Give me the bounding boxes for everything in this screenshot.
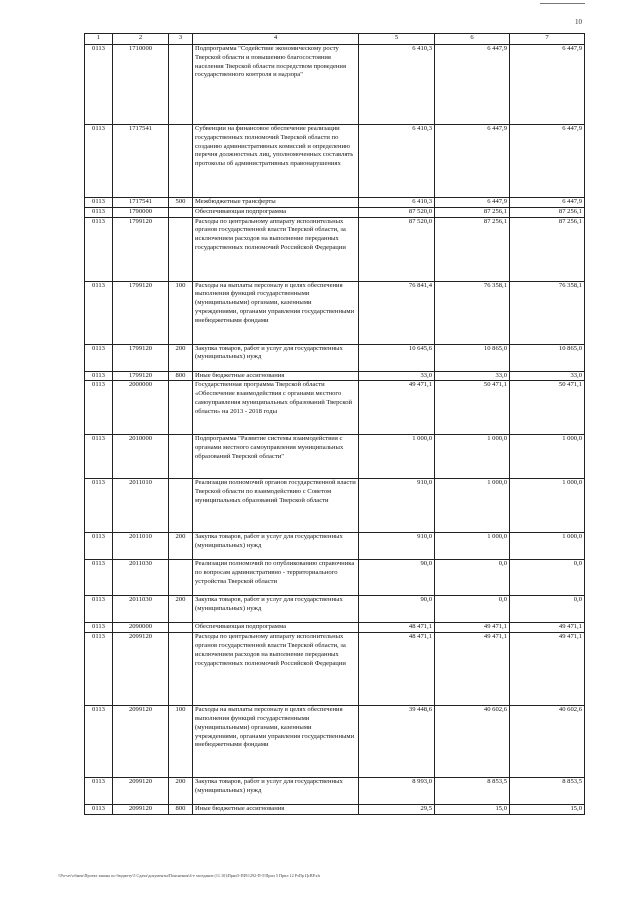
description-cell: Подпрограмма "Содействие экономическому росту Тверской области и повышению благосостояния населения Тверской области посредством проведения государственного контроля и надзора"	[193, 45, 359, 125]
amount-col7-cell: 49 471,1	[510, 623, 585, 633]
target-article-cell: 1799120	[113, 371, 169, 381]
amount-col5-cell: 87 520,0	[359, 217, 435, 281]
section-code-cell: 0113	[85, 623, 113, 633]
amount-col6-cell: 40 602,6	[435, 706, 510, 778]
expense-type-cell	[169, 623, 193, 633]
description-cell: Реализация полномочий органов государственной власти Тверской области по взаимодействию с Советом муниципальных образований Тверской области	[193, 479, 359, 533]
amount-col6-cell: 1 000,0	[435, 479, 510, 533]
expense-type-cell: 800	[169, 371, 193, 381]
amount-col5-cell: 39 448,6	[359, 706, 435, 778]
amount-col5-cell: 33,0	[359, 371, 435, 381]
expense-type-cell	[169, 479, 193, 533]
section-code-cell: 0113	[85, 805, 113, 815]
target-article-cell: 2090000	[113, 623, 169, 633]
target-article-cell: 1717541	[113, 125, 169, 198]
expense-type-cell	[169, 381, 193, 435]
amount-col5-cell: 29,5	[359, 805, 435, 815]
description-cell: Обеспечивающая подпрограмма	[193, 623, 359, 633]
target-article-cell: 2000000	[113, 381, 169, 435]
expense-type-cell: 200	[169, 533, 193, 560]
amount-col7-cell: 1 000,0	[510, 479, 585, 533]
amount-col7-cell: 10 865,0	[510, 344, 585, 371]
amount-col7-cell: 6 447,9	[510, 45, 585, 125]
description-cell: Закупка товаров, работ и услуг для государственных (муниципальных) нужд	[193, 533, 359, 560]
description-cell: Расходы на выплаты персоналу в целях обеспечения выполнения функций государственными (муниципальными) органами, казенными учреждениями, органами управления государственными внебюджетными фондами	[193, 706, 359, 778]
section-code-cell: 0113	[85, 596, 113, 623]
table-row	[85, 623, 585, 633]
section-code-cell: 0113	[85, 207, 113, 217]
amount-col5-cell: 1 000,0	[359, 435, 435, 479]
target-article-cell: 2010000	[113, 435, 169, 479]
expense-type-cell: 100	[169, 281, 193, 344]
amount-col7-cell: 76 358,1	[510, 281, 585, 344]
amount-col7-cell: 6 447,9	[510, 125, 585, 198]
section-code-cell: 0113	[85, 533, 113, 560]
section-code-cell: 0113	[85, 125, 113, 198]
table-row	[85, 633, 585, 706]
amount-col5-cell: 76 841,4	[359, 281, 435, 344]
amount-col7-cell: 8 853,5	[510, 778, 585, 805]
amount-col7-cell: 49 471,1	[510, 633, 585, 706]
file-path-footer: \\Pu-srv\обмен\Проект закона по бюджету\5 Сдача\документы\Пояснения\4-е заседание (11.10)\Прил5-ПИ\1292-П-5\Прил 5 Прил 12 РзПр ЦсВР.xls	[58, 873, 321, 878]
amount-col5-cell: 90,0	[359, 596, 435, 623]
expense-type-cell	[169, 560, 193, 596]
amount-col5-cell: 48 471,1	[359, 633, 435, 706]
expense-type-cell: 800	[169, 805, 193, 815]
section-code-cell: 0113	[85, 281, 113, 344]
amount-col7-cell: 87 256,1	[510, 207, 585, 217]
amount-col6-cell: 0,0	[435, 560, 510, 596]
expense-type-cell: 200	[169, 344, 193, 371]
target-article-cell: 2011010	[113, 533, 169, 560]
amount-col6-cell: 50 471,1	[435, 381, 510, 435]
amount-col7-cell: 15,0	[510, 805, 585, 815]
amount-col7-cell: 0,0	[510, 596, 585, 623]
expense-type-cell	[169, 633, 193, 706]
amount-col7-cell: 6 447,9	[510, 198, 585, 208]
expense-type-cell	[169, 45, 193, 125]
expense-type-cell: 200	[169, 596, 193, 623]
amount-col7-cell: 33,0	[510, 371, 585, 381]
amount-col5-cell: 48 471,1	[359, 623, 435, 633]
amount-col6-cell: 15,0	[435, 805, 510, 815]
amount-col5-cell: 49 471,1	[359, 381, 435, 435]
amount-col5-cell: 6 410,3	[359, 198, 435, 208]
description-cell: Межбюджетные трансферты	[193, 198, 359, 208]
expense-type-cell: 200	[169, 778, 193, 805]
header-col-4: 4	[193, 34, 359, 45]
expense-type-cell: 100	[169, 706, 193, 778]
description-cell: Расходы на выплаты персоналу в целях обеспечения выполнения функций государственными (муниципальными) органами, казенными учреждениями, органами управления государственными внебюджетными фондами	[193, 281, 359, 344]
expense-type-cell	[169, 125, 193, 198]
budget-table	[84, 33, 585, 815]
target-article-cell: 2011030	[113, 560, 169, 596]
amount-col5-cell: 6 410,3	[359, 125, 435, 198]
page-number: 10	[575, 18, 582, 26]
table-row	[85, 805, 585, 815]
header-col-7: 7	[510, 34, 585, 45]
header-col-6: 6	[435, 34, 510, 45]
table-row	[85, 533, 585, 560]
section-code-cell: 0113	[85, 344, 113, 371]
header-rule	[540, 3, 585, 4]
table-row	[85, 344, 585, 371]
amount-col5-cell: 87 520,0	[359, 207, 435, 217]
section-code-cell: 0113	[85, 381, 113, 435]
table-row	[85, 560, 585, 596]
header-col-3: 3	[169, 34, 193, 45]
table-row	[85, 479, 585, 533]
amount-col6-cell: 1 000,0	[435, 533, 510, 560]
description-cell: Закупка товаров, работ и услуг для государственных (муниципальных) нужд	[193, 596, 359, 623]
amount-col7-cell: 50 471,1	[510, 381, 585, 435]
target-article-cell: 2099120	[113, 706, 169, 778]
amount-col7-cell: 40 602,6	[510, 706, 585, 778]
target-article-cell: 2011030	[113, 596, 169, 623]
description-cell: Обеспечивающая подпрограмма	[193, 207, 359, 217]
description-cell: Расходы по центральному аппарату исполнительных органов государственной власти Тверской области, за исключением расходов на выполнение переданных государственных полномочий Российской Федерации	[193, 633, 359, 706]
table-row	[85, 125, 585, 198]
expense-type-cell	[169, 435, 193, 479]
amount-col5-cell: 90,0	[359, 560, 435, 596]
amount-col6-cell: 76 358,1	[435, 281, 510, 344]
target-article-cell: 1799120	[113, 217, 169, 281]
target-article-cell: 1717541	[113, 198, 169, 208]
table-row	[85, 435, 585, 479]
table-header-row	[85, 34, 585, 45]
expense-type-cell	[169, 217, 193, 281]
amount-col6-cell: 87 256,1	[435, 217, 510, 281]
section-code-cell: 0113	[85, 371, 113, 381]
table-row	[85, 381, 585, 435]
target-article-cell: 2099120	[113, 805, 169, 815]
description-cell: Государственная программа Тверской области «Обеспечение взаимодействия с органами местного самоуправления муниципальных образований Тверской области» на 2013 - 2018 годы	[193, 381, 359, 435]
section-code-cell: 0113	[85, 778, 113, 805]
table-row	[85, 778, 585, 805]
section-code-cell: 0113	[85, 479, 113, 533]
amount-col7-cell: 1 000,0	[510, 533, 585, 560]
table-row	[85, 45, 585, 125]
target-article-cell: 1790000	[113, 207, 169, 217]
section-code-cell: 0113	[85, 198, 113, 208]
description-cell: Реализация полномочий по опубликованию справочника по вопросам административно - территориального устройства Тверской области	[193, 560, 359, 596]
section-code-cell: 0113	[85, 633, 113, 706]
amount-col5-cell: 8 993,0	[359, 778, 435, 805]
section-code-cell: 0113	[85, 45, 113, 125]
table-row	[85, 217, 585, 281]
table-row	[85, 706, 585, 778]
amount-col6-cell: 8 853,5	[435, 778, 510, 805]
section-code-cell: 0113	[85, 560, 113, 596]
amount-col7-cell: 0,0	[510, 560, 585, 596]
amount-col5-cell: 10 645,6	[359, 344, 435, 371]
header-col-1: 1	[85, 34, 113, 45]
section-code-cell: 0113	[85, 706, 113, 778]
header-col-2: 2	[113, 34, 169, 45]
target-article-cell: 2011010	[113, 479, 169, 533]
amount-col5-cell: 910,0	[359, 479, 435, 533]
amount-col6-cell: 10 865,0	[435, 344, 510, 371]
amount-col5-cell: 910,0	[359, 533, 435, 560]
description-cell: Закупка товаров, работ и услуг для государственных (муниципальных) нужд	[193, 344, 359, 371]
amount-col6-cell: 33,0	[435, 371, 510, 381]
section-code-cell: 0113	[85, 435, 113, 479]
amount-col6-cell: 1 000,0	[435, 435, 510, 479]
table-row	[85, 596, 585, 623]
description-cell: Иные бюджетные ассигнования	[193, 805, 359, 815]
amount-col5-cell: 6 410,3	[359, 45, 435, 125]
header-col-5: 5	[359, 34, 435, 45]
amount-col6-cell: 6 447,9	[435, 125, 510, 198]
amount-col6-cell: 87 256,1	[435, 207, 510, 217]
description-cell: Субвенции на финансовое обеспечение реализации государственных полномочий Тверской области по созданию административных комиссий и определению перечня должностных лиц, уполномоченных составлять протоколы об административных правонарушениях	[193, 125, 359, 198]
amount-col6-cell: 49 471,1	[435, 623, 510, 633]
expense-type-cell	[169, 207, 193, 217]
amount-col6-cell: 0,0	[435, 596, 510, 623]
description-cell: Закупка товаров, работ и услуг для государственных (муниципальных) нужд	[193, 778, 359, 805]
target-article-cell: 1799120	[113, 281, 169, 344]
description-cell: Иные бюджетные ассигнования	[193, 371, 359, 381]
target-article-cell: 1710000	[113, 45, 169, 125]
target-article-cell: 2099120	[113, 633, 169, 706]
table-row	[85, 371, 585, 381]
amount-col6-cell: 6 447,9	[435, 198, 510, 208]
table-row	[85, 207, 585, 217]
amount-col6-cell: 6 447,9	[435, 45, 510, 125]
table-row	[85, 198, 585, 208]
description-cell: Расходы по центральному аппарату исполнительных органов государственной власти Тверской области, за исключением расходов на выполнение переданных государственных полномочий Российской Федерации	[193, 217, 359, 281]
target-article-cell: 1799120	[113, 344, 169, 371]
expense-type-cell: 500	[169, 198, 193, 208]
section-code-cell: 0113	[85, 217, 113, 281]
target-article-cell: 2099120	[113, 778, 169, 805]
description-cell: Подпрограмма "Развитие системы взаимодействия с органами местного самоуправления муниципальных образований Тверской области"	[193, 435, 359, 479]
amount-col6-cell: 49 471,1	[435, 633, 510, 706]
amount-col7-cell: 1 000,0	[510, 435, 585, 479]
amount-col7-cell: 87 256,1	[510, 217, 585, 281]
table-row	[85, 281, 585, 344]
